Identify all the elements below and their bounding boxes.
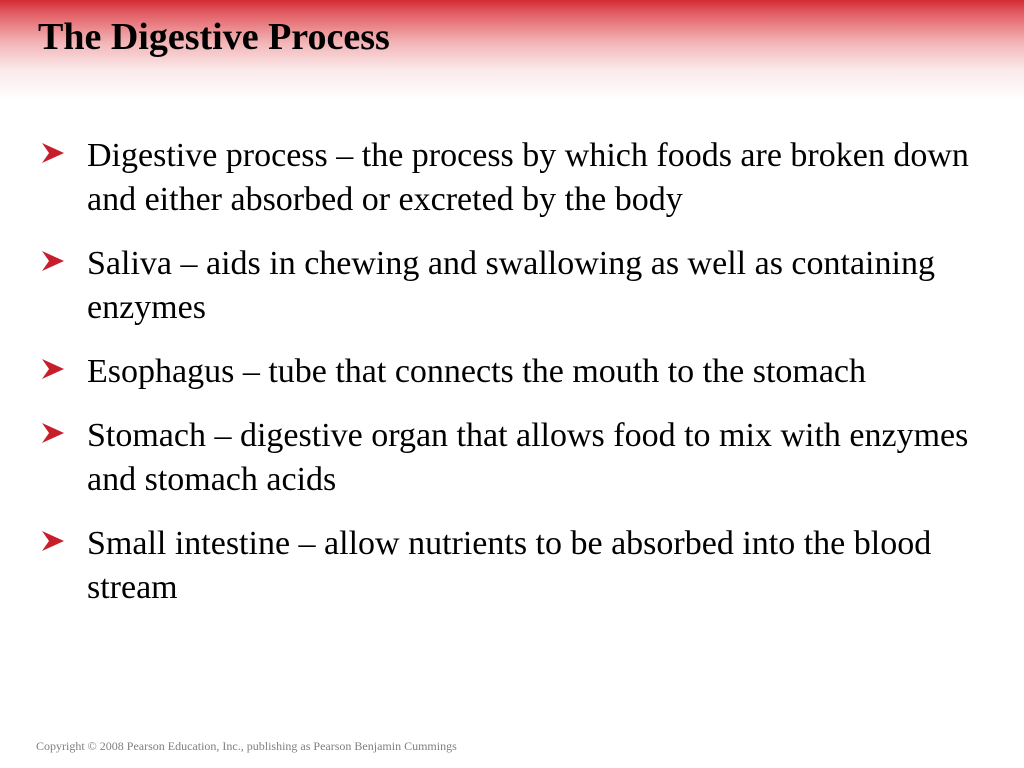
arrowhead-bullet-icon (40, 356, 66, 382)
arrowhead-bullet-icon (40, 420, 66, 446)
bullet-list (38, 134, 988, 630)
bullet-text: Digestive process – the process by which foods are broken down and either absorbed or excreted by the body (87, 137, 969, 218)
bullet-item-esophagus (38, 350, 988, 394)
slide-title: The Digestive Process (38, 16, 390, 58)
bullet-text: Esophagus – tube that connects the mouth to the stomach (87, 353, 867, 390)
bullet-text: Small intestine – allow nutrients to be absorbed into the blood stream (87, 525, 932, 606)
copyright-footer: Copyright © 2008 Pearson Education, Inc., publishing as Pearson Benjamin Cummings (36, 739, 457, 753)
bullet-item-small-intestine (38, 522, 988, 610)
bullet-item-digestive-process (38, 134, 988, 222)
arrowhead-bullet-icon (40, 528, 66, 554)
bullet-text: Saliva – aids in chewing and swallowing as well as containing enzymes (87, 245, 935, 326)
bullet-item-stomach (38, 414, 988, 502)
bullet-text: Stomach – digestive organ that allows food to mix with enzymes and stomach acids (87, 417, 969, 498)
bullet-item-saliva (38, 242, 988, 330)
arrowhead-bullet-icon (40, 140, 66, 166)
arrowhead-bullet-icon (40, 248, 66, 274)
